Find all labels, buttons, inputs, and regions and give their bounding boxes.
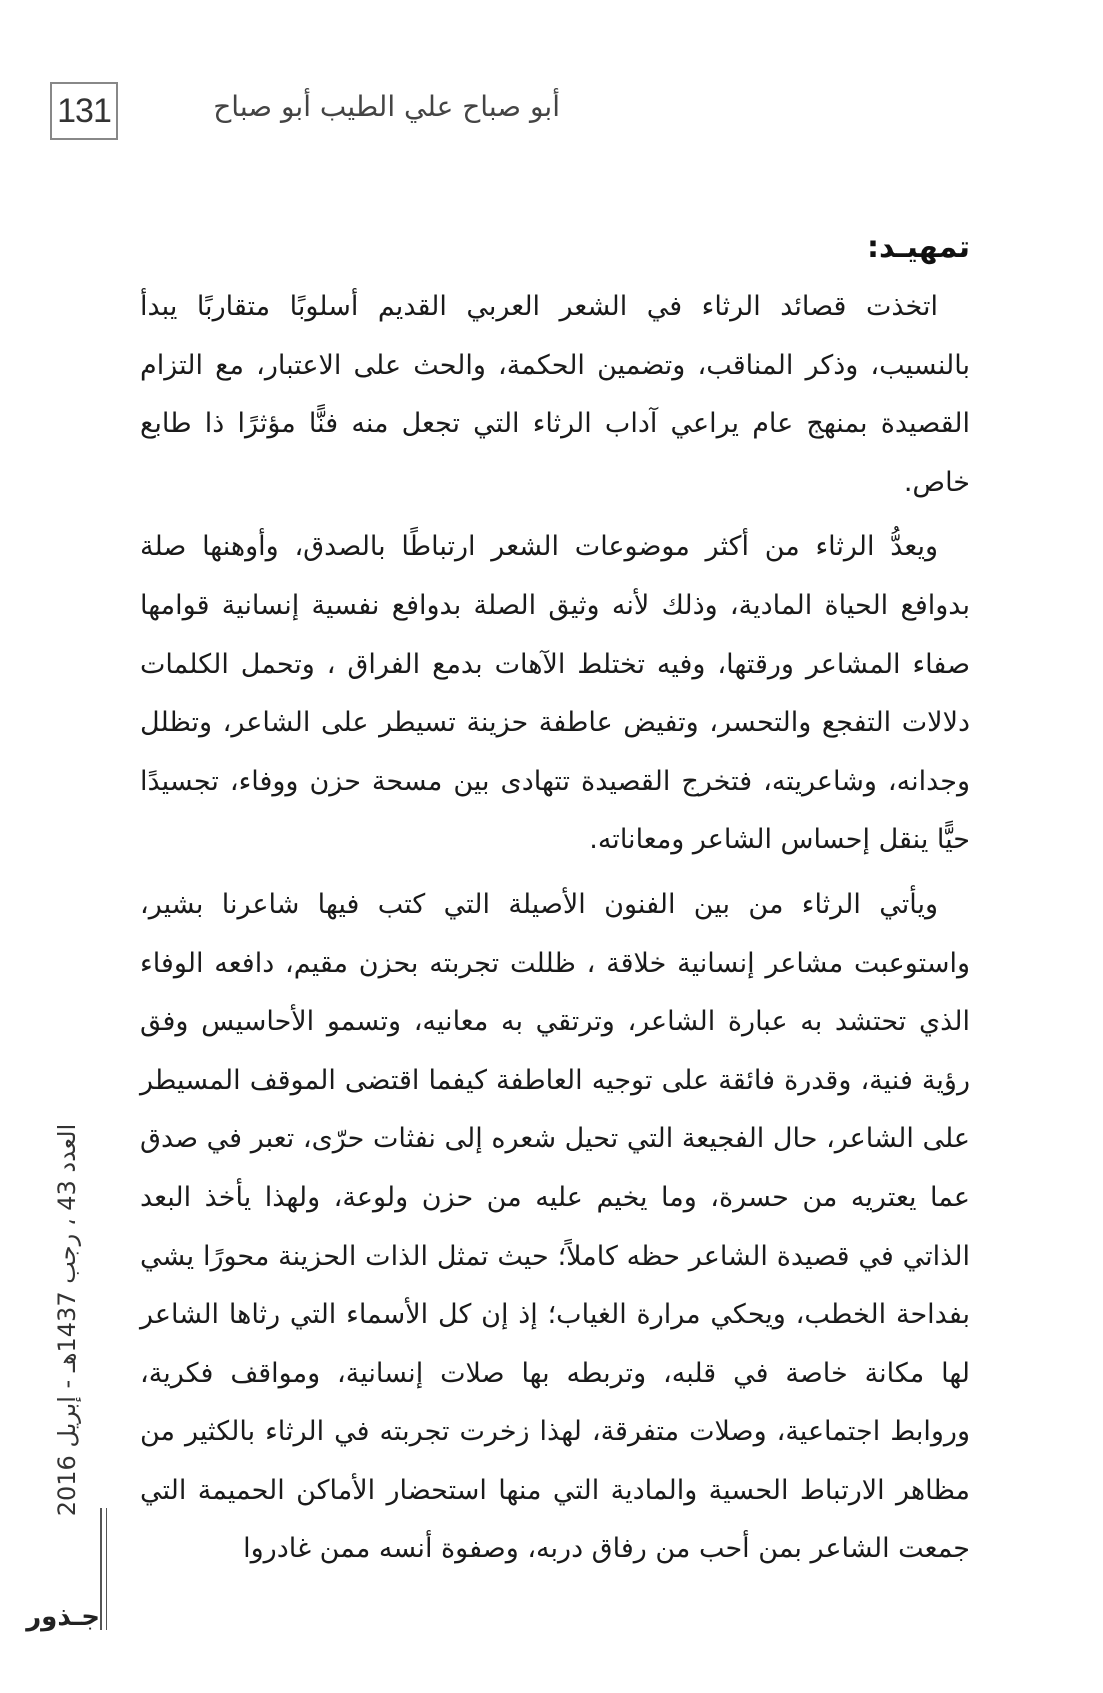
- issue-info: العدد 43 ، رجب 1437هـ - إبريل 2016: [53, 1123, 81, 1517]
- article-body: [140, 220, 970, 1585]
- running-header-author: أبو صباح علي الطيب أبو صباح: [213, 90, 560, 123]
- page-number: 131: [50, 82, 118, 140]
- section-heading: تمهيـد:: [866, 230, 970, 265]
- side-divider-thin: [106, 1508, 107, 1630]
- side-divider: [100, 1508, 102, 1630]
- journal-name: جـذور: [26, 1602, 100, 1632]
- paragraph-3: ويأتي الرثاء من بين الفنون الأصيلة التي كتب فيها شاعرنا بشير، واستوعبت مشاعر إنسانية خلاقة ، ظللت تجربته بحزن مقيم، دافعه الوفاء الذي تحتشد به عبارة الشاعر، وترتقي به معانيه، وتسمو الأحاسيس وفق رؤية فنية، وقدرة فائقة على توجيه العاطفة كيفما اقتضى الموقف المسيطر على الشاعر، حال الفجيعة التي تحيل شعره إلى نفثات حرّى، تعبر في صدق عما يعتريه من حسرة، وما يخيم عليه من حزن ولوعة، ولهذا يأخذ البعد الذاتي في قصيدة الشاعر حظه كاملاً؛ حيث تمثل الذات الحزينة محورًا يشي بفداحة الخطب، ويحكي مرارة الغياب؛ إذ إن كل الأسماء التي رثاها الشاعر لها مكانة خاصة في قلبه، وتربطه بها صلات إنسانية، ومواقف فكرية، وروابط اجتماعية، وصلات متفرقة، لهذا زخرت تجربته في الرثاء بالكثير من مظاهر الارتباط الحسية والمادية التي منها استحضار الأماكن الحميمة التي جمعت الشاعر بمن أحب من رفاق دربه، وصفوة أنسه ممن غادروا: [140, 888, 970, 1565]
- paragraph-1: اتخذت قصائد الرثاء في الشعر العربي القديم أسلوبًا متقاربًا يبدأ بالنسيب، وذكر المناقب، وتضمين الحكمة، والحث على الاعتبار، مع التزام القصيدة بمنهج عام يراعي آداب الرثاء التي تجعل منه فنًّا مؤثرًا ذا طابع خاص.: [140, 291, 970, 498]
- issue-info-strip: [44, 1120, 90, 1520]
- paragraph-2: ويعدُّ الرثاء من أكثر موضوعات الشعر ارتباطًا بالصدق، وأوهنها صلة بدوافع الحياة المادية، وذلك لأنه وثيق الصلة بدوافع نفسية إنسانية قوامها صفاء المشاعر ورقتها، وفيه تختلط الآهات بدمع الفراق ، وتحمل الكلمات دلالات التفجع والتحسر، وتفيض عاطفة حزينة تسيطر على الشاعر، وتظلل وجدانه، وشاعريته، فتخرج القصيدة تتهادى بين مسحة حزن ووفاء، تجسيدًا حيًّا ينقل إحساس الشاعر ومعاناته.: [140, 531, 970, 856]
